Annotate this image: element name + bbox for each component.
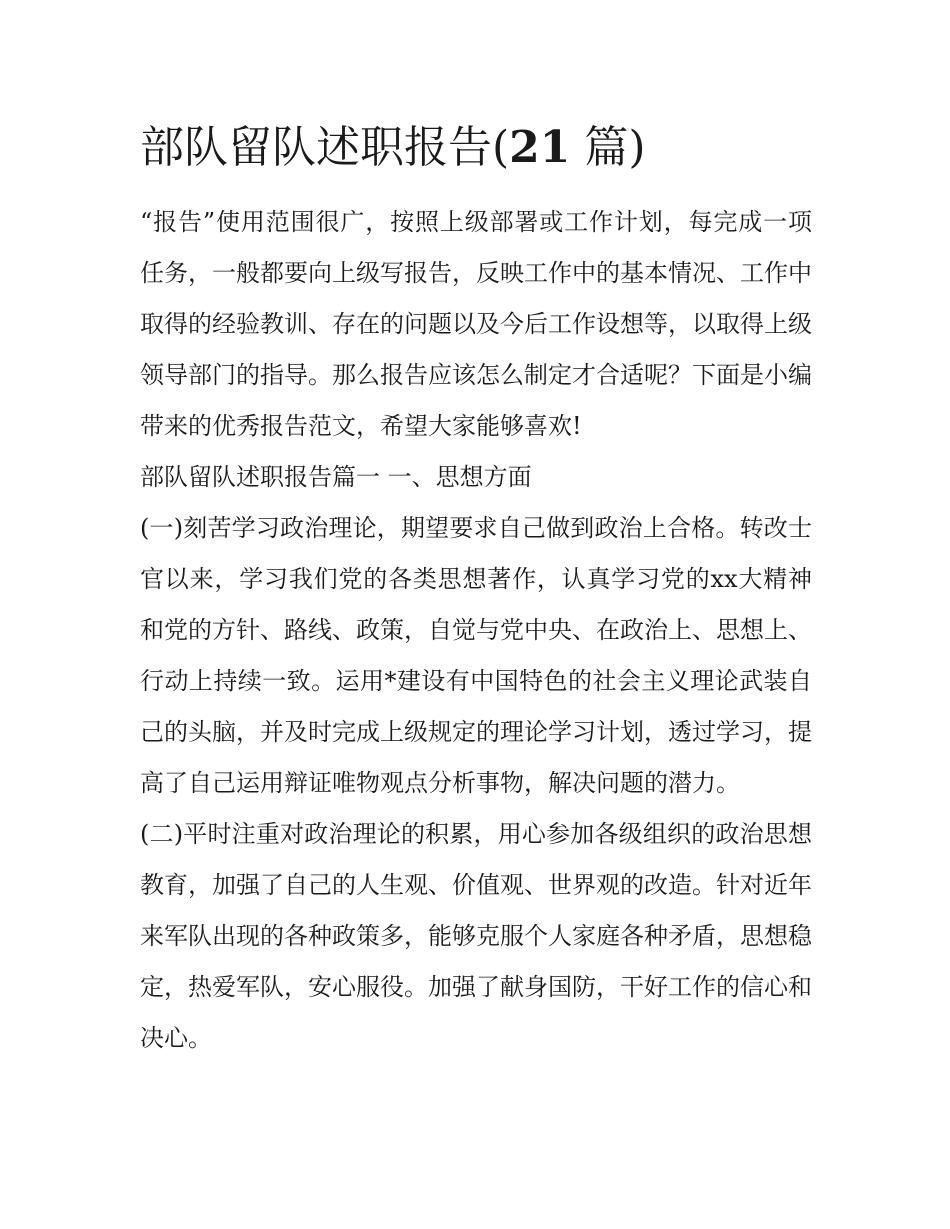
intro-paragraph: “报告”使用范围很广，按照上级部署或工作计划，每完成一项任务，一般都要向上级写报告，反映工作中的基本情况、工作中取得的经验教训、存在的问题以及今后工作设想等，以取得上级领导部门的指导。那么报告应该怎么制定才合适呢？下面是小编带来的优秀报告范文，希望大家能够喜欢! [140, 208, 812, 440]
title-text: 部队留队述职报告( [140, 122, 510, 173]
document-body [140, 197, 812, 1064]
page-title [140, 118, 646, 178]
paragraph-item-2: (二)平时注重对政治理论的积累，用心参加各级组织的政治思想教育，加强了自己的人生观、价值观、世界观的改造。针对近年来军队出现的各种政策多，能够克服个人家庭各种矛盾，思想稳定，热爱军队，安心服役。加强了献身国防，干好工作的信心和决心。 [140, 820, 812, 1052]
paragraph-item-1: (一)刻苦学习政治理论，期望要求自己做到政治上合格。转改士官以来，学习我们党的各类思想著作，认真学习党的xx大精神和党的方针、路线、政策，自觉与党中央、在政治上、思想上、行动上持续一致。运用*建设有中国特色的社会主义理论武装自己的头脑，并及时完成上级规定的理论学习计划，透过学习，提高了自己运用辩证唯物观点分析事物，解决问题的潜力。 [140, 514, 812, 797]
section-heading: 部队留队述职报告篇一 一、思想方面 [140, 463, 532, 491]
title-suffix: 篇) [570, 122, 646, 173]
title-count: 21 [509, 122, 571, 173]
